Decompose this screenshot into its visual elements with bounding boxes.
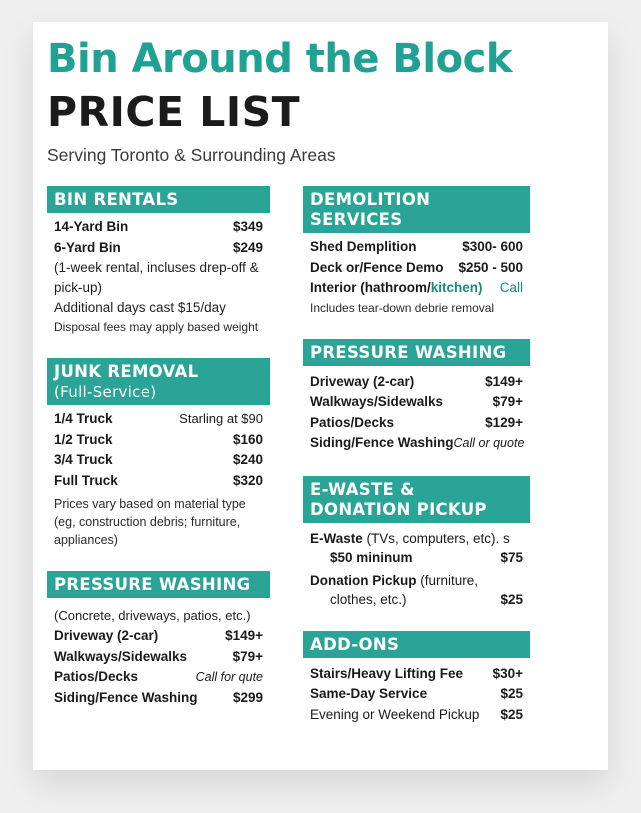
item-name (310, 529, 510, 548)
section-heading: DEMOLITION SERVICES (303, 186, 530, 233)
price-row (310, 413, 523, 434)
item-minimum: $50 mininum (330, 549, 413, 565)
item-price: Call for qute (195, 670, 263, 684)
section-heading-title: JUNK REMOVAL (54, 362, 199, 381)
item-price: $25 (500, 706, 523, 722)
item-price: $249 (232, 239, 263, 255)
section-heading: ADD-ONS (303, 631, 530, 658)
ewaste-row (310, 548, 523, 567)
section-demolition (303, 186, 530, 317)
item-price: $250 - 500 (458, 259, 523, 275)
item-name: 3/4 Truck (54, 452, 113, 467)
item-name: 1/4 Truck (54, 411, 113, 426)
item-name-part: Donation Pickup (310, 572, 417, 588)
section-ewaste-donation (303, 476, 530, 609)
section-heading-line: E-WASTE & (310, 479, 415, 499)
section-bin-rentals (47, 186, 270, 336)
section-addons (303, 631, 530, 726)
item-name: Full Truck (54, 472, 118, 488)
item-name: 14-Yard Bin (54, 219, 129, 234)
price-row (310, 433, 523, 454)
price-row (310, 237, 523, 258)
section-junk-removal (47, 358, 270, 549)
price-row (54, 647, 263, 668)
item-price: $79+ (232, 648, 263, 664)
item-name: Same-Day Service (310, 686, 428, 701)
donation-row (310, 590, 523, 609)
price-row (54, 688, 263, 709)
item-name: Evening or Weekend Pickup (310, 706, 480, 722)
item-name: Shed Demplition (310, 239, 417, 254)
item-name-part: (TVs, computers, etc). s (362, 530, 510, 546)
section-note: Disposal fees may apply based weight (54, 320, 259, 334)
price-row (310, 278, 523, 299)
price-row (54, 409, 263, 430)
price-row (310, 258, 523, 279)
price-row (310, 392, 523, 413)
item-price: $149+ (225, 628, 263, 643)
left-column (47, 186, 270, 708)
item-price: $160 (232, 431, 263, 447)
item-name: 6-Yard Bin (54, 239, 121, 255)
item-price: $149+ (485, 373, 523, 389)
section-heading (303, 476, 530, 523)
item-name-part: kitchen) (430, 280, 483, 295)
item-name-part: Interior (hathroom/ (310, 280, 431, 295)
price-row (310, 664, 523, 685)
item-price: $240 (232, 452, 263, 467)
price-row (54, 217, 263, 238)
item-price: Starling at $90 (179, 411, 263, 426)
item-name: Stairs/Heavy Lifting Fee (310, 665, 464, 681)
item-price: $299 (232, 689, 263, 705)
ewaste-row (310, 529, 523, 548)
item-name: Walkways/Sidewalks (54, 648, 188, 664)
section-note: Additional days cast $15/day (54, 300, 226, 315)
item-price: $349 (232, 219, 263, 234)
item-name: 1/2 Truck (54, 431, 113, 447)
section-note: (Concrete, driveways, patios, etc.) (54, 608, 251, 623)
section-note: Includes tear-down debrie removal (310, 300, 495, 315)
section-heading: PRESSURE WASHING (47, 571, 270, 598)
item-name: Driveway (2-car) (310, 373, 415, 389)
item-name (310, 278, 483, 299)
item-price: $75 (500, 549, 523, 565)
item-name: Deck or/Fence Demo (310, 259, 444, 275)
price-row (54, 238, 263, 259)
item-price: Call or quote (453, 436, 525, 450)
section-heading-subtitle: (Full-Service) (54, 383, 157, 401)
page-title: PRICE LIST (47, 88, 301, 136)
item-name-cont: clothes, etc.) (330, 591, 407, 607)
price-row (54, 667, 263, 688)
item-name: Walkways/Sidewalks (310, 394, 444, 409)
item-name (310, 571, 478, 590)
section-note: Prices vary based on material type (eg, construction debris; furniture, appliances) (54, 497, 246, 547)
price-row (54, 471, 263, 492)
item-price: $25 (500, 686, 523, 701)
item-price: $30+ (492, 665, 523, 681)
item-price: $79+ (492, 394, 523, 409)
item-name-part: (furniture, (416, 572, 479, 588)
item-price: $300- 600 (462, 239, 523, 254)
item-price: Call (499, 280, 523, 295)
price-row (310, 705, 523, 726)
item-name: Siding/Fence Washing (54, 689, 198, 705)
item-price: $25 (500, 591, 523, 607)
item-name-part: E-Waste (310, 530, 363, 546)
item-name: Siding/Fence Washing (310, 435, 454, 450)
price-row (310, 372, 523, 393)
section-heading: PRESSURE WASHING (303, 339, 530, 366)
section-heading (47, 358, 270, 405)
section-pressure-washing-right (303, 339, 530, 454)
right-column (303, 186, 530, 725)
section-note: (1-week rental, incluses drep-off & pick-up) (54, 260, 259, 295)
item-name: Patios/Decks (54, 669, 139, 684)
price-row (310, 684, 523, 705)
item-name: Patios/Decks (310, 414, 395, 430)
donation-row (310, 571, 523, 590)
item-price: $129+ (485, 414, 523, 430)
brand-name: Bin Around the Block (47, 36, 512, 82)
page-subtitle: Serving Toronto & Surrounding Areas (47, 145, 336, 165)
section-heading-line: DONATION PICKUP (310, 499, 487, 519)
item-name: Driveway (2-car) (54, 628, 159, 643)
section-heading: BIN RENTALS (47, 186, 270, 213)
price-row (54, 450, 263, 471)
price-row (54, 430, 263, 451)
item-price: $320 (232, 472, 263, 488)
section-pressure-washing-left (47, 571, 270, 708)
price-row (54, 626, 263, 647)
